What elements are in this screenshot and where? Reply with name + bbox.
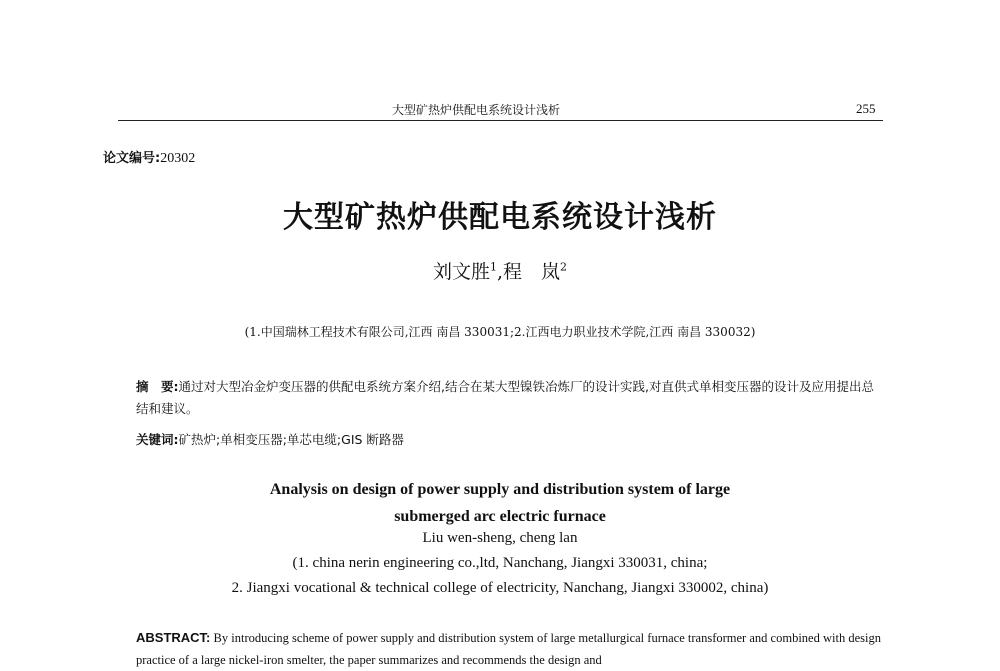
authors-cn: [0, 257, 1000, 284]
paper-id-label: 论文编号:: [103, 151, 161, 166]
abstract-en-label: ABSTRACT:: [136, 630, 211, 645]
paper-title-en-line: Analysis on design of power supply and distribution system of large: [269, 481, 731, 498]
paper-title-cn: 大型矿热炉供配电系统设计浅析: [283, 200, 717, 235]
affiliation-cn: (1.中国瑞林工程技术有限公司,江西 南昌 330031;2.江西电力职业技术学院,江西 南昌 330032): [244, 325, 756, 339]
keywords-cn: [136, 430, 404, 448]
paper-title-en-line: submerged arc electric furnace: [394, 508, 606, 525]
header-rule: [118, 120, 883, 121]
abstract-cn: [136, 376, 876, 420]
authors-en: Liu wen-sheng, cheng lan: [422, 530, 578, 546]
keywords-cn-label: 关键词:: [136, 432, 179, 447]
paper-id-value: 20302: [160, 151, 196, 166]
abstract-cn-text: 通过对大型冶金炉变压器的供配电系统方案介绍,结合在某大型镍铁冶炼厂的设计实践,对直供式单相变压器的设计及应用提出总结和建议。: [136, 379, 874, 416]
author-affil-mark: 2: [560, 260, 568, 274]
running-title: 大型矿热炉供配电系统设计浅析: [392, 103, 561, 117]
page-number: 255: [856, 101, 876, 116]
author-name: 程 岚: [503, 261, 561, 283]
affiliation-en-line: (1. china nerin engineering co.,ltd, Nanchang, Jiangxi 330031, china;: [292, 555, 708, 571]
abstract-cn-label: 摘 要:: [136, 379, 179, 394]
author-affil-mark: 1: [489, 260, 497, 274]
abstract-en-text: By introducing scheme of power supply and distribution system of large metallurgical furnace transformer and combined with design practice of a large nickel-iron smelter, the paper summarizes and recommends the design and: [136, 631, 881, 667]
affiliation-en-line: 2. Jiangxi vocational & technical college of electricity, Nanchang, Jiangxi 330002, china): [231, 580, 769, 596]
paper-id: [103, 147, 195, 167]
author-separator: ,: [496, 261, 504, 283]
abstract-en: [136, 627, 881, 671]
paper-title-en: [0, 476, 1000, 530]
author-name: 刘文胜: [432, 261, 490, 283]
keywords-cn-text: 矿热炉;单相变压器;单芯电缆;GIS 断路器: [178, 432, 404, 447]
